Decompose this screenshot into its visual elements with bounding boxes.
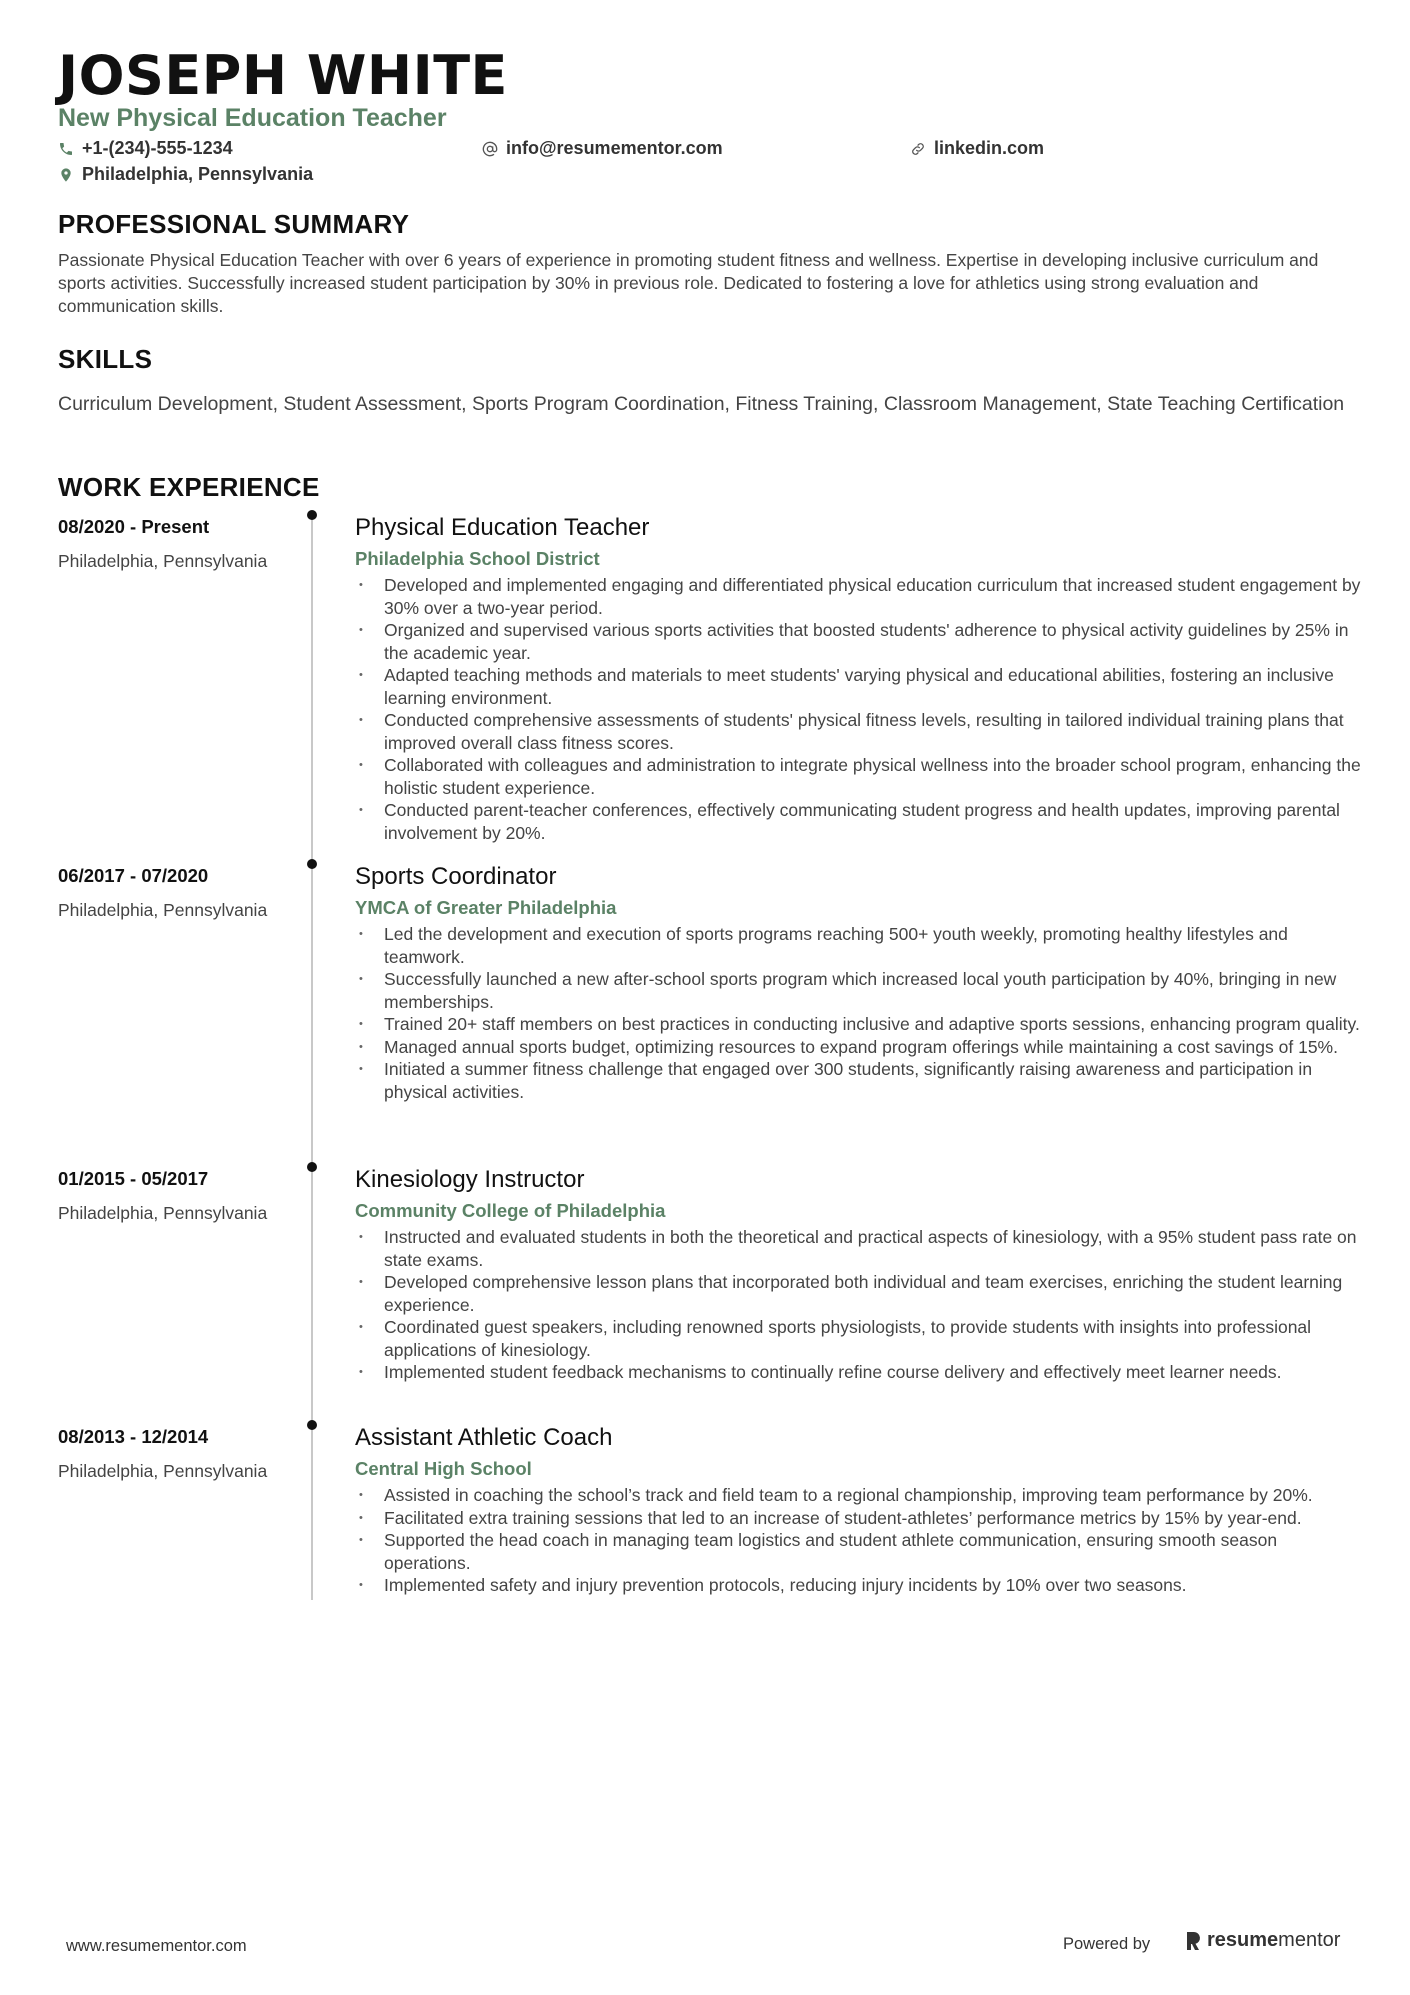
job-bullet: • Conducted parent-teacher conferences, effectively communicating student progress and health updates, improving parental involvement by 20%. xyxy=(355,799,1365,844)
experience-heading: WORK EXPERIENCE xyxy=(58,472,320,502)
phone-text: +1-(234)-555-1234 xyxy=(82,138,233,158)
linkedin-contact[interactable] xyxy=(910,138,1044,159)
contact-info xyxy=(58,138,1358,188)
job-bullet: • Coordinated guest speakers, including renowned sports physiologists, to provide students with insights into professional applications of kinesiology. xyxy=(355,1316,1365,1361)
location-pin-icon xyxy=(58,167,74,183)
job-company: Philadelphia School District xyxy=(355,548,600,569)
timeline-line xyxy=(311,513,313,1600)
email-contact[interactable] xyxy=(482,138,723,159)
job-dates: 06/2017 - 07/2020 xyxy=(58,865,209,886)
job-location: Philadelphia, Pennsylvania xyxy=(58,1203,268,1223)
job-company: Community College of Philadelphia xyxy=(355,1200,666,1221)
email-text[interactable]: info@resumementor.com xyxy=(506,138,723,158)
summary-text: Passionate Physical Education Teacher with over 6 years of experience in promoting student fitness and wellness. Expertise in developing inclusive curriculum and sports activities. Successfully increased student participation by 30% in previous role. Dedicated to fostering a love for athletics using strong evaluation and communication skills. xyxy=(58,250,1319,316)
job-company: Central High School xyxy=(355,1458,532,1479)
job-location: Philadelphia, Pennsylvania xyxy=(58,1461,268,1481)
job-bullet: • Developed and implemented engaging and differentiated physical education curriculum that increased student engagement by 30% over a two-year period. xyxy=(355,574,1365,619)
job-title: Physical Education Teacher xyxy=(355,514,650,541)
location-text: Philadelphia, Pennsylvania xyxy=(82,164,314,184)
job-bullet: • Implemented safety and injury prevention protocols, reducing injury incidents by 10% over two seasons. xyxy=(355,1574,1365,1597)
job-title: Kinesiology Instructor xyxy=(355,1166,585,1193)
job-bullet: • Managed annual sports budget, optimizing resources to expand program offerings while maintaining a cost savings of 15%. xyxy=(355,1036,1365,1059)
job-bullet: • Implemented student feedback mechanisms to continually refine course delivery and effectively meet learner needs. xyxy=(355,1361,1365,1384)
job-bullet: • Supported the head coach in managing team logistics and student athlete communication, ensuring smooth season operations. xyxy=(355,1529,1365,1574)
job-location: Philadelphia, Pennsylvania xyxy=(58,900,268,920)
job-bullet: • Instructed and evaluated students in both the theoretical and practical aspects of kinesiology, with a 95% student pass rate on state exams. xyxy=(355,1226,1365,1271)
at-sign-icon xyxy=(482,141,498,157)
phone-icon xyxy=(58,141,74,157)
timeline-dot xyxy=(307,859,317,869)
job-location: Philadelphia, Pennsylvania xyxy=(58,551,268,571)
job-bullet: • Adapted teaching methods and materials to meet students' varying physical and educational abilities, fostering an inclusive learning environment. xyxy=(355,664,1365,709)
job-dates: 08/2020 - Present xyxy=(58,516,210,537)
skills-text: Curriculum Development, Student Assessment, Sports Program Coordination, Fitness Training, Classroom Management, State Teaching Certification xyxy=(58,393,1345,415)
summary-heading: PROFESSIONAL SUMMARY xyxy=(58,209,410,239)
job-bullets xyxy=(355,923,1365,1103)
job-bullet: • Collaborated with colleagues and administration to integrate physical wellness into the broader school program, enhancing the holistic student experience. xyxy=(355,754,1365,799)
brand-name-light: mentor xyxy=(1278,1929,1341,1951)
job-bullet: • Assisted in coaching the school’s track and field team to a regional championship, improving team performance by 20%. xyxy=(355,1484,1365,1507)
link-icon xyxy=(910,141,926,157)
candidate-name: JOSEPH WHITE xyxy=(58,44,508,107)
footer-website[interactable]: www.resumementor.com xyxy=(66,1937,247,1955)
brand-logo[interactable] xyxy=(1184,1929,1340,1952)
job-title: Assistant Athletic Coach xyxy=(355,1424,613,1451)
job-dates: 01/2015 - 05/2017 xyxy=(58,1168,209,1189)
job-bullet: • Initiated a summer fitness challenge that engaged over 300 students, significantly raising awareness and participation in physical activities. xyxy=(355,1058,1365,1103)
job-company: YMCA of Greater Philadelphia xyxy=(355,897,617,918)
skills-heading: SKILLS xyxy=(58,344,153,374)
timeline-dot xyxy=(307,1162,317,1172)
linkedin-text[interactable]: linkedin.com xyxy=(934,138,1045,158)
timeline-dot xyxy=(307,1420,317,1430)
job-bullets xyxy=(355,1484,1365,1597)
phone-contact xyxy=(58,138,233,159)
job-bullet: • Led the development and execution of sports programs reaching 500+ youth weekly, promoting healthy lifestyles and teamwork. xyxy=(355,923,1365,968)
job-bullets xyxy=(355,1226,1365,1384)
powered-by-label: Powered by xyxy=(1063,1935,1151,1953)
job-bullet: • Successfully launched a new after-school sports program which increased local youth participation by 40%, bringing in new memberships. xyxy=(355,968,1365,1013)
job-dates: 08/2013 - 12/2014 xyxy=(58,1426,209,1447)
job-bullet: • Facilitated extra training sessions that led to an increase of student-athletes’ performance metrics by 15% by year-end. xyxy=(355,1507,1365,1530)
job-role: New Physical Education Teacher xyxy=(58,104,447,132)
job-bullet: • Trained 20+ staff members on best practices in conducting inclusive and adaptive sports sessions, enhancing program quality. xyxy=(355,1013,1365,1036)
resumementor-logo-icon xyxy=(1184,1930,1202,1952)
timeline-dot xyxy=(307,510,317,520)
job-bullets xyxy=(355,574,1365,844)
location-contact xyxy=(58,164,313,185)
job-bullet: • Developed comprehensive lesson plans that incorporated both individual and team exercises, enriching the student learning experience. xyxy=(355,1271,1365,1316)
job-bullet: • Organized and supervised various sports activities that boosted students' adherence to physical activity guidelines by 25% in the academic year. xyxy=(355,619,1365,664)
job-bullet: • Conducted comprehensive assessments of students' physical fitness levels, resulting in tailored individual training plans that improved overall class fitness scores. xyxy=(355,709,1365,754)
brand-name-bold: resume xyxy=(1207,1929,1279,1951)
job-title: Sports Coordinator xyxy=(355,863,557,890)
